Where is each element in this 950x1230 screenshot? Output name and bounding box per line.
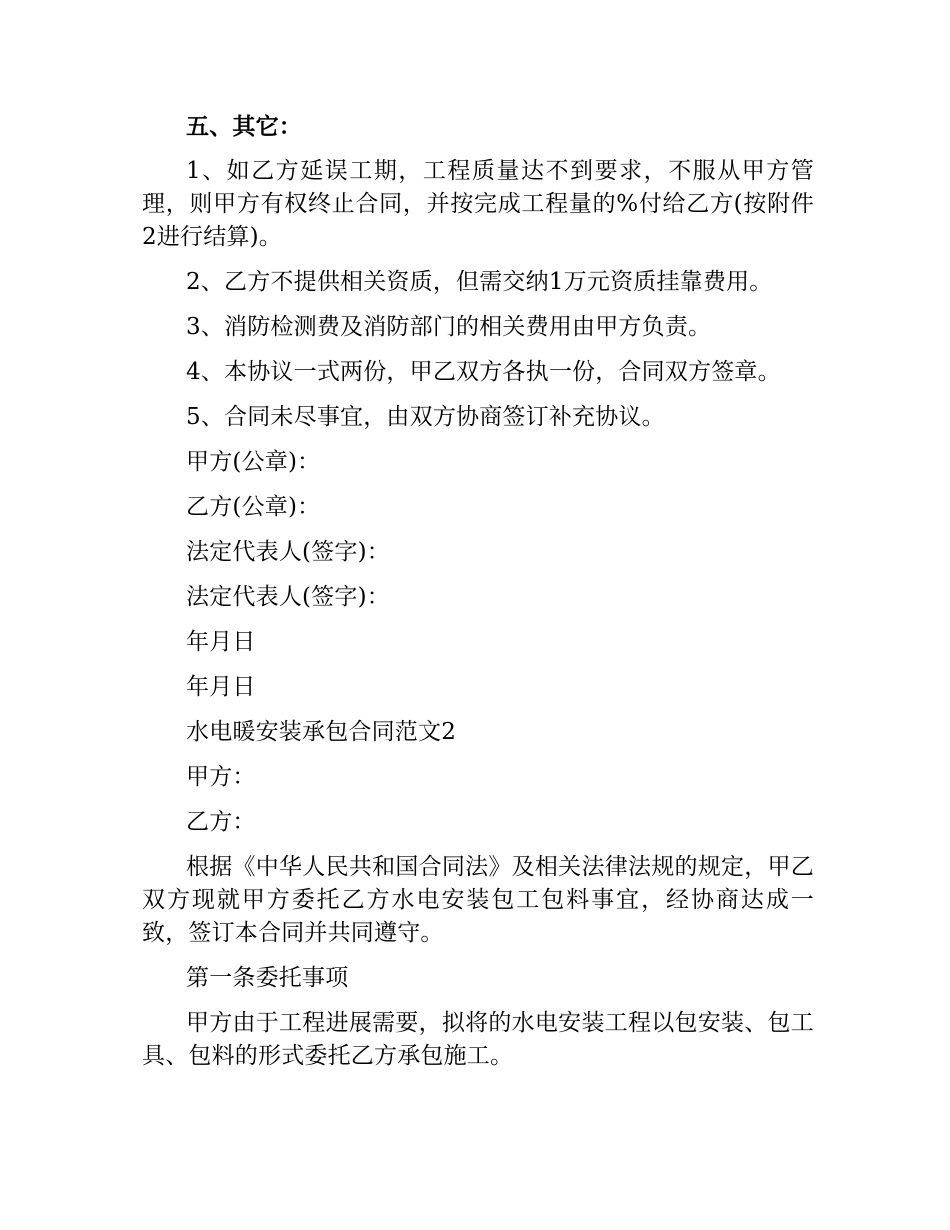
party-a-line: 甲方： [186, 764, 256, 790]
section-heading-other: 五、其它： [186, 113, 302, 140]
contract-preamble: 根据《中华人民共和国合同法》及相关法律法规的规定，甲乙双方现就甲方委托乙方水电安装包工包料事宜，经协商达成一致，签订本合同并共同遵守。 [142, 854, 814, 946]
clause-1-delay-termination: 1、如乙方延误工期，工程质量达不到要求，不服从甲方管理，则甲方有权终止合同，并按完成工程量的%付给乙方(按附件2进行结算)。 [142, 158, 814, 250]
contract-sample-title: 水电暖安装承包合同范文2 [186, 719, 457, 745]
clause-3-fire-inspection-fee: 3、消防检测费及消防部门的相关费用由甲方负责。 [186, 314, 712, 340]
article-1-heading: 第一条委托事项 [186, 965, 349, 991]
date-line-b: 年月日 [186, 674, 256, 700]
party-a-seal-line: 甲方(公章)： [186, 449, 321, 475]
clause-5-supplementary: 5、合同未尽事宜，由双方协商签订补充协议。 [186, 404, 665, 430]
party-b-seal-line: 乙方(公章)： [186, 494, 321, 520]
date-line-a: 年月日 [186, 629, 256, 655]
legal-rep-signature-line-a: 法定代表人(签字)： [186, 539, 390, 565]
legal-rep-signature-line-b: 法定代表人(签字)： [186, 584, 390, 610]
clause-2-qualification-fee: 2、乙方不提供相关资质，但需交纳1万元资质挂靠费用。 [186, 269, 773, 295]
clause-4-copies: 4、本协议一式两份，甲乙双方各执一份，合同双方签章。 [186, 359, 781, 385]
article-1-body: 甲方由于工程进展需要，拟将的水电安装工程以包安装、包工具、包料的形式委托乙方承包施工。 [142, 1010, 814, 1069]
party-b-line: 乙方： [186, 809, 256, 835]
document-body [142, 110, 814, 1085]
